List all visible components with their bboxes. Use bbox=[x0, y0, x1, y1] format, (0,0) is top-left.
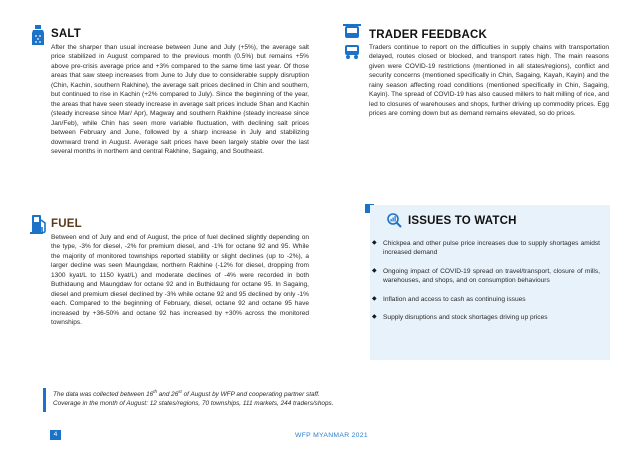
issues-list bbox=[372, 239, 600, 331]
list-item: ◆ Ongoing impact of COVID-19 spread on travel/transport, closure of mills, warehouses, and shops, and on consumption behaviours bbox=[372, 267, 600, 285]
trader-feedback-paragraph: Traders continue to report on the difficulties in supply chains with transportation delayed, routes closed or blocked, and transport rates high. The main reasons given were COVID-19 restrictions (mentioned in all states/regions), conflict and security concerns (mentioned specifically in Chin, Sagaing, Kayah, Kayin) and the rainy season affecting road conditions (mentioned specifically in Chin, Sagaing, Kayin). The spread of COVID-19 has also caused millers to halt milling of rice, and led to closures of warehouses and shops, further driving up commodity prices. Egg prices are coming down but as demand remains elevated, so do prices. bbox=[369, 44, 609, 118]
fuel-heading: FUEL bbox=[51, 218, 82, 230]
issues-heading: ISSUES TO WATCH bbox=[408, 215, 517, 227]
fuel-pump-icon bbox=[30, 213, 48, 235]
data-collection-note bbox=[53, 390, 573, 409]
list-item: ◆ Inflation and access to cash as continuing issues bbox=[372, 295, 526, 303]
page-number: 4 bbox=[50, 430, 61, 440]
note-line-1: The data was collected between 16th and 26st of August by WFP and cooperating partner staff. bbox=[53, 388, 320, 398]
issues-to-watch-panel bbox=[370, 205, 610, 360]
bullet-icon: ◆ bbox=[372, 314, 377, 321]
magnifier-chart-icon bbox=[387, 213, 402, 228]
trader-feedback-heading: TRADER FEEDBACK bbox=[369, 29, 487, 41]
bullet-icon: ◆ bbox=[372, 295, 377, 302]
fuel-paragraph: Between end of July and end of August, the price of fuel declined slightly depending on the type, -3% for diesel, -2% for premium diesel, and -1% for octane 92 and 95. While the majority of monitored townships reported stability or slight declines (up to -2%), a larger decline was seen Maungdaw, northern Rakhine (-12% for diesel, dropping from 1300 kyat/L to 1150 kyat/L) and moderate declines of -4% were recorded in both Buthidaung and Maungdaw for octane 92 and in Buthidaung for octane 95. In Sagaing, diesel and premium diesel declined by -3% while octane 92 and 95 declined by only -1% each. Compared to the beginning of February, diesel, octane 92 and octane 95 have increased by +36-50% and octane 92 has increased by +30% across the monitored townships. bbox=[51, 234, 309, 327]
list-item: ◆ Chickpea and other pulse price increases due to supply shortages amidst increased demand bbox=[372, 240, 600, 257]
note-accent-bar bbox=[43, 388, 46, 412]
salt-paragraph: After the sharper than usual increase between June and July (+5%), the average salt price stabilized in August compared to the previous month (0.5%) but remains +5% above pre-crisis average price and +3% compared to the same time last year. Of those areas that saw steep increases from June to July due to considerable supply disruption (Chin, Kachin, southern Rakhine), the average salt prices declined in Chin and southern, but continued to rise in Kachin (+2% compared to July). Since the beginning of the year, the areas that have seen steady increase in average salt prices include Shan and Kachin (steady increase since Mar/ Apr), Magway and southern Rakhine (steady increase since Jan/Feb), while Chin has seen more variable fluctuation, with declining salt prices between February and June, followed by a sharp increase in July and stabilizing downward trend in August. Average salt prices have been largely stable over the last several months in northern and central Rakhine, Sagaing, and Southeast. bbox=[51, 44, 309, 155]
truck-icon bbox=[343, 23, 361, 61]
bullet-icon: ◆ bbox=[372, 267, 377, 274]
salt-shaker-icon bbox=[30, 24, 46, 46]
publication-title: WFP MYANMAR 2021 bbox=[295, 432, 368, 439]
note-line-2: Coverage in the month of August: 12 states/regions, 70 townships, 111 markets, 244 traders/shops. bbox=[53, 400, 334, 408]
bullet-icon: ◆ bbox=[372, 240, 377, 246]
salt-heading: SALT bbox=[51, 28, 81, 40]
list-item: ◆ Supply disruptions and stock shortages driving up prices bbox=[372, 314, 548, 322]
